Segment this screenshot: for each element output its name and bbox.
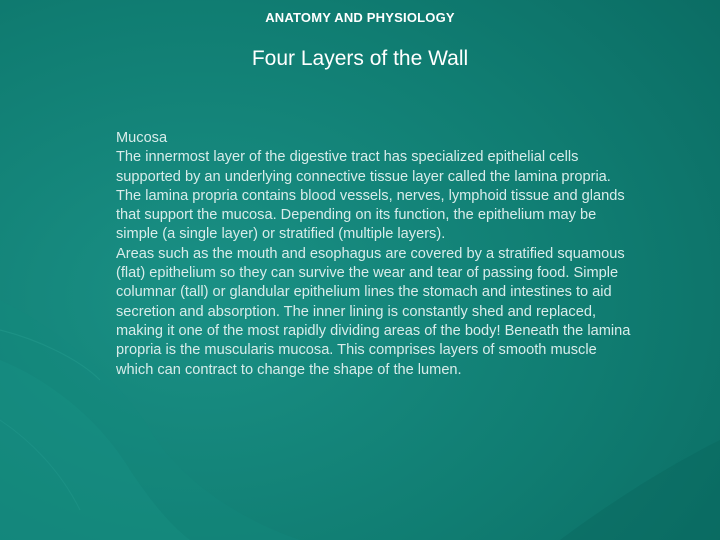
body-paragraph-heading: Mucosa (116, 130, 168, 146)
body-paragraph: The innermost layer of the digestive tract has specialized epithelial cells supported by an underlying connective tissue layer called the lamina propria. The lamina propria contains blood vessels, nerves, lymphoid tissue and glands that support the mucosa. Depending on its function, the epithelium may be simple (a single layer) or stratified (multiple layers). (116, 149, 625, 243)
slide-header: ANATOMY AND PHYSIOLOGY (265, 10, 455, 25)
slide-title: Four Layers of the Wall (251, 47, 469, 70)
body-paragraph: Areas such as the mouth and esophagus are covered by a stratified squamous (flat) epithelium so they can survive the wear and tear of passing food. Simple columnar (tall) or glandular epithelium lines the stomach and intestines to aid secretion and absorption. The inner lining is constantly shed and replaced, making it one of the most rapidly dividing areas of the body! Beneath the lamina propria is the muscularis mucosa. This comprises layers of smooth muscle which can contract to change the shape of the lumen. (116, 245, 631, 378)
slide-body (116, 129, 636, 380)
